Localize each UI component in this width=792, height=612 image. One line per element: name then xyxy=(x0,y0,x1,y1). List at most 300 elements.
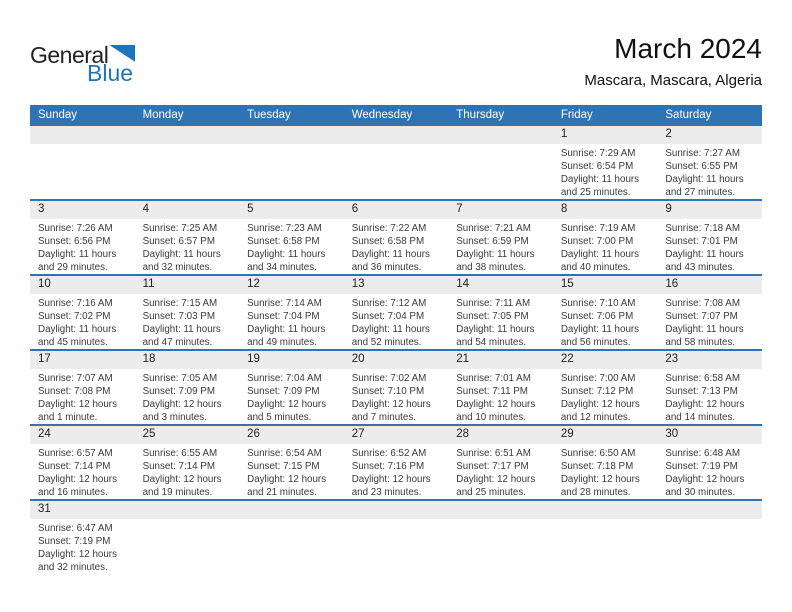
detail-line: Daylight: 12 hours xyxy=(351,474,431,485)
empty-cell xyxy=(239,500,344,574)
detail-line: Sunrise: 7:07 AM xyxy=(38,373,113,384)
detail-line: Sunrise: 7:19 AM xyxy=(560,223,636,234)
detail-line: Sunrise: 7:10 AM xyxy=(560,298,636,309)
day-details xyxy=(239,219,344,274)
detail-line: and 56 minutes. xyxy=(560,337,631,348)
detail-line: Daylight: 11 hours xyxy=(38,249,117,260)
day-details xyxy=(239,369,344,424)
day-number: 5 xyxy=(247,203,254,215)
detail-line: and 49 minutes. xyxy=(247,337,317,348)
day-details xyxy=(448,369,553,424)
detail-line: Sunset: 7:15 PM xyxy=(247,461,320,472)
detail-line: Sunset: 7:14 PM xyxy=(38,461,111,472)
detail-line: Daylight: 11 hours xyxy=(456,324,535,335)
detail-line: Sunrise: 6:54 AM xyxy=(247,448,322,459)
day-details xyxy=(135,219,240,274)
day-details xyxy=(448,219,553,274)
day-cell-22 xyxy=(553,350,658,425)
day-number: 3 xyxy=(38,203,45,215)
day-header-thursday: Thursday xyxy=(448,105,553,126)
day-number-band xyxy=(553,501,658,519)
detail-line: and 14 minutes. xyxy=(665,412,736,423)
detail-line: Sunrise: 7:27 AM xyxy=(665,148,740,159)
day-number: 26 xyxy=(247,428,260,440)
detail-line: and 40 minutes. xyxy=(560,262,631,273)
detail-line: and 36 minutes. xyxy=(351,262,422,273)
day-number-band xyxy=(344,276,449,294)
day-number-band xyxy=(239,426,344,444)
empty-cell xyxy=(239,126,344,200)
day-number-band xyxy=(553,426,658,444)
day-details xyxy=(239,444,344,499)
day-details xyxy=(344,519,449,522)
day-number-band xyxy=(657,276,762,294)
empty-cell xyxy=(657,500,762,574)
day-number-band xyxy=(30,426,135,444)
day-details xyxy=(657,444,762,499)
detail-line: and 38 minutes. xyxy=(456,262,526,273)
day-number: 1 xyxy=(560,128,568,140)
day-number-band xyxy=(553,351,658,369)
detail-line: and 34 minutes. xyxy=(247,262,317,273)
detail-line: Sunrise: 7:26 AM xyxy=(38,223,113,234)
day-number-band xyxy=(657,126,762,144)
day-details xyxy=(448,294,553,349)
detail-line: Sunset: 7:05 PM xyxy=(456,311,529,322)
day-number: 29 xyxy=(560,428,574,440)
detail-line: Sunset: 7:18 PM xyxy=(560,461,634,472)
detail-line: Daylight: 12 hours xyxy=(38,399,117,410)
week-row-3 xyxy=(30,275,762,350)
day-cell-26 xyxy=(239,425,344,500)
detail-line: Sunrise: 7:12 AM xyxy=(351,298,427,309)
day-details xyxy=(448,519,553,522)
day-header-monday: Monday xyxy=(135,105,240,126)
detail-line: Daylight: 11 hours xyxy=(560,324,640,335)
day-number-band xyxy=(657,201,762,219)
detail-line: Sunset: 7:10 PM xyxy=(351,386,425,397)
day-details xyxy=(30,369,135,424)
detail-line: Sunset: 7:07 PM xyxy=(665,311,738,322)
day-cell-25 xyxy=(135,425,240,500)
detail-line: and 29 minutes. xyxy=(38,262,108,273)
detail-line: Sunset: 6:54 PM xyxy=(560,161,634,172)
detail-line: Sunset: 7:02 PM xyxy=(38,311,111,322)
day-number: 22 xyxy=(560,353,574,365)
day-header-wednesday: Wednesday xyxy=(344,105,449,126)
detail-line: and 45 minutes. xyxy=(38,337,108,348)
day-number-band xyxy=(239,201,344,219)
day-cell-13 xyxy=(344,275,449,350)
day-header-tuesday: Tuesday xyxy=(239,105,344,126)
detail-line: Sunrise: 6:50 AM xyxy=(560,448,636,459)
week-row-1 xyxy=(30,126,762,200)
day-details xyxy=(553,444,658,499)
detail-line: and 25 minutes. xyxy=(560,187,631,198)
detail-line: Sunrise: 7:18 AM xyxy=(665,223,740,234)
day-number-band xyxy=(553,201,658,219)
day-details xyxy=(344,444,449,499)
day-details xyxy=(448,144,553,147)
day-header-friday: Friday xyxy=(553,105,658,126)
day-names-row xyxy=(30,105,762,126)
detail-line: and 10 minutes. xyxy=(456,412,526,423)
detail-line: Daylight: 11 hours xyxy=(247,324,326,335)
detail-line: Sunset: 7:14 PM xyxy=(142,461,215,472)
detail-line: Daylight: 11 hours xyxy=(560,249,640,260)
detail-line: Sunrise: 6:57 AM xyxy=(38,448,113,459)
detail-line: Daylight: 12 hours xyxy=(456,474,536,485)
day-cell-6 xyxy=(344,200,449,275)
detail-line: Daylight: 11 hours xyxy=(665,324,744,335)
detail-line: and 47 minutes. xyxy=(142,337,213,348)
detail-line: Sunset: 6:59 PM xyxy=(456,236,529,247)
day-details xyxy=(30,519,135,574)
detail-line: Daylight: 11 hours xyxy=(665,174,744,185)
day-details xyxy=(344,219,449,274)
detail-line: Daylight: 11 hours xyxy=(38,324,117,335)
detail-line: Sunset: 6:55 PM xyxy=(665,161,738,172)
day-number-band xyxy=(553,276,658,294)
detail-line: and 28 minutes. xyxy=(560,487,631,498)
day-number: 20 xyxy=(351,353,365,365)
empty-cell xyxy=(344,126,449,200)
day-cell-27 xyxy=(344,425,449,500)
detail-line: and 21 minutes. xyxy=(247,487,317,498)
day-number-band xyxy=(344,501,449,519)
detail-line: Sunset: 7:16 PM xyxy=(351,461,425,472)
day-cell-24 xyxy=(30,425,135,500)
detail-line: and 23 minutes. xyxy=(351,487,422,498)
calendar-head xyxy=(30,105,762,126)
day-number-band xyxy=(135,426,240,444)
detail-line: Daylight: 11 hours xyxy=(560,174,640,185)
detail-line: Sunset: 6:56 PM xyxy=(38,236,111,247)
detail-line: Sunset: 7:17 PM xyxy=(456,461,529,472)
detail-line: Daylight: 11 hours xyxy=(351,324,430,335)
day-details xyxy=(553,519,658,522)
detail-line: Daylight: 12 hours xyxy=(38,474,117,485)
day-number-band xyxy=(448,126,553,144)
detail-line: Sunset: 7:00 PM xyxy=(560,236,634,247)
detail-line: Daylight: 12 hours xyxy=(247,399,327,410)
day-number-band xyxy=(30,276,135,294)
day-cell-4 xyxy=(135,200,240,275)
day-details xyxy=(135,444,240,499)
day-number: 11 xyxy=(142,278,155,290)
detail-line: Sunset: 6:58 PM xyxy=(247,236,320,247)
day-number-band xyxy=(448,351,553,369)
empty-cell xyxy=(135,500,240,574)
detail-line: Sunrise: 7:04 AM xyxy=(247,373,322,384)
day-details xyxy=(135,294,240,349)
day-cell-20 xyxy=(344,350,449,425)
detail-line: Sunset: 6:58 PM xyxy=(351,236,425,247)
day-details xyxy=(657,519,762,522)
detail-line: Sunrise: 6:52 AM xyxy=(351,448,427,459)
day-cell-21 xyxy=(448,350,553,425)
calendar-table xyxy=(30,105,762,574)
detail-line: and 52 minutes. xyxy=(351,337,422,348)
detail-line: Daylight: 12 hours xyxy=(351,399,431,410)
day-cell-31 xyxy=(30,500,135,574)
day-details xyxy=(553,219,658,274)
day-number: 10 xyxy=(38,278,51,290)
day-details xyxy=(135,144,240,147)
day-number-band xyxy=(239,351,344,369)
detail-line: and 7 minutes. xyxy=(351,412,416,423)
day-details xyxy=(135,519,240,522)
empty-cell xyxy=(553,500,658,574)
day-number-band xyxy=(30,351,135,369)
detail-line: Sunrise: 7:02 AM xyxy=(351,373,427,384)
day-number: 24 xyxy=(38,428,51,440)
day-number: 2 xyxy=(665,128,672,140)
day-number: 30 xyxy=(665,428,679,440)
day-details xyxy=(448,444,553,499)
day-number-band xyxy=(135,276,240,294)
detail-line: Sunset: 7:19 PM xyxy=(665,461,738,472)
day-details xyxy=(553,294,658,349)
detail-line: Sunset: 7:19 PM xyxy=(38,536,111,547)
day-details xyxy=(657,219,762,274)
detail-line: Daylight: 11 hours xyxy=(665,249,744,260)
detail-line: Sunset: 7:11 PM xyxy=(456,386,528,397)
day-cell-10 xyxy=(30,275,135,350)
day-number: 23 xyxy=(665,353,679,365)
day-number: 28 xyxy=(456,428,470,440)
logo-text-general: General xyxy=(30,42,109,68)
detail-line: Sunrise: 6:51 AM xyxy=(456,448,531,459)
day-number: 14 xyxy=(456,278,470,290)
day-number: 21 xyxy=(456,353,470,365)
day-details xyxy=(344,294,449,349)
day-details xyxy=(344,369,449,424)
day-cell-9 xyxy=(657,200,762,275)
calendar-body xyxy=(30,126,762,574)
day-number: 16 xyxy=(665,278,679,290)
day-number-band xyxy=(135,201,240,219)
day-cell-14 xyxy=(448,275,553,350)
detail-line: Sunset: 7:03 PM xyxy=(142,311,215,322)
day-details xyxy=(30,444,135,499)
detail-line: Sunrise: 7:00 AM xyxy=(560,373,636,384)
detail-line: and 58 minutes. xyxy=(665,337,736,348)
detail-line: Daylight: 12 hours xyxy=(560,474,640,485)
detail-line: Sunrise: 7:08 AM xyxy=(665,298,740,309)
detail-line: and 30 minutes. xyxy=(665,487,736,498)
day-cell-12 xyxy=(239,275,344,350)
day-number-band xyxy=(344,426,449,444)
day-number: 12 xyxy=(247,278,260,290)
detail-line: Sunrise: 6:55 AM xyxy=(142,448,218,459)
day-number-band xyxy=(553,126,658,144)
week-row-6 xyxy=(30,500,762,574)
day-cell-19 xyxy=(239,350,344,425)
detail-line: and 32 minutes. xyxy=(142,262,213,273)
week-row-5 xyxy=(30,425,762,500)
detail-line: and 1 minute. xyxy=(38,412,98,423)
day-details xyxy=(30,294,135,349)
day-details xyxy=(657,144,762,199)
detail-line: and 5 minutes. xyxy=(247,412,312,423)
day-number: 27 xyxy=(351,428,365,440)
detail-line: Sunrise: 6:48 AM xyxy=(665,448,740,459)
detail-line: Sunset: 7:06 PM xyxy=(560,311,634,322)
day-details xyxy=(239,144,344,147)
day-number: 9 xyxy=(665,203,672,215)
detail-line: and 27 minutes. xyxy=(665,187,736,198)
day-number-band xyxy=(657,501,762,519)
detail-line: Sunset: 7:09 PM xyxy=(142,386,215,397)
day-number: 15 xyxy=(560,278,574,290)
detail-line: Sunrise: 7:21 AM xyxy=(456,223,531,234)
day-details xyxy=(239,294,344,349)
detail-line: Daylight: 11 hours xyxy=(456,249,535,260)
detail-line: Daylight: 12 hours xyxy=(142,399,222,410)
day-number-band xyxy=(30,201,135,219)
detail-line: Sunrise: 7:14 AM xyxy=(247,298,322,309)
day-cell-8 xyxy=(553,200,658,275)
day-cell-2 xyxy=(657,126,762,200)
empty-cell xyxy=(448,126,553,200)
detail-line: Sunrise: 7:23 AM xyxy=(247,223,322,234)
empty-cell xyxy=(30,126,135,200)
detail-line: Sunrise: 7:16 AM xyxy=(38,298,113,309)
day-number-band xyxy=(448,501,553,519)
day-cell-5 xyxy=(239,200,344,275)
detail-line: Daylight: 12 hours xyxy=(665,474,745,485)
day-number: 19 xyxy=(247,353,260,365)
detail-line: Sunset: 7:08 PM xyxy=(38,386,111,397)
detail-line: Sunset: 7:09 PM xyxy=(247,386,320,397)
month-title: March 2024 xyxy=(614,33,762,64)
day-details xyxy=(135,369,240,424)
day-cell-17 xyxy=(30,350,135,425)
detail-line: and 25 minutes. xyxy=(456,487,526,498)
day-number: 7 xyxy=(456,203,463,215)
day-cell-29 xyxy=(553,425,658,500)
day-number-band xyxy=(657,426,762,444)
day-number-band xyxy=(448,201,553,219)
detail-line: Daylight: 11 hours xyxy=(142,324,221,335)
day-header-saturday: Saturday xyxy=(657,105,762,126)
day-number: 17 xyxy=(38,353,51,365)
detail-line: and 19 minutes. xyxy=(142,487,213,498)
day-number-band xyxy=(448,426,553,444)
detail-line: Daylight: 12 hours xyxy=(560,399,640,410)
day-number-band xyxy=(448,276,553,294)
day-cell-3 xyxy=(30,200,135,275)
detail-line: and 16 minutes. xyxy=(38,487,108,498)
day-number-band xyxy=(657,351,762,369)
day-number: 13 xyxy=(351,278,365,290)
detail-line: Sunset: 7:13 PM xyxy=(665,386,738,397)
day-number-band xyxy=(135,351,240,369)
day-number-band xyxy=(239,501,344,519)
detail-line: Sunset: 7:04 PM xyxy=(247,311,320,322)
detail-line: Sunrise: 7:01 AM xyxy=(456,373,531,384)
day-header-sunday: Sunday xyxy=(30,105,135,126)
day-details xyxy=(657,294,762,349)
day-number: 6 xyxy=(351,203,359,215)
day-details xyxy=(30,219,135,274)
day-number-band xyxy=(239,276,344,294)
day-cell-28 xyxy=(448,425,553,500)
detail-line: Sunrise: 7:15 AM xyxy=(142,298,218,309)
detail-line: Sunrise: 7:29 AM xyxy=(560,148,636,159)
detail-line: Sunrise: 6:58 AM xyxy=(665,373,740,384)
detail-line: Sunrise: 7:11 AM xyxy=(456,298,531,309)
detail-line: Daylight: 12 hours xyxy=(665,399,745,410)
detail-line: Sunrise: 7:25 AM xyxy=(142,223,218,234)
day-cell-30 xyxy=(657,425,762,500)
day-cell-23 xyxy=(657,350,762,425)
detail-line: Sunrise: 7:22 AM xyxy=(351,223,427,234)
day-cell-1 xyxy=(553,126,658,200)
day-number-band xyxy=(239,126,344,144)
day-details xyxy=(553,144,658,199)
detail-line: Daylight: 12 hours xyxy=(142,474,222,485)
empty-cell xyxy=(448,500,553,574)
day-details xyxy=(344,144,449,147)
day-details xyxy=(30,144,135,147)
day-number: 18 xyxy=(142,353,156,365)
detail-line: Daylight: 11 hours xyxy=(351,249,430,260)
detail-line: Sunset: 7:04 PM xyxy=(351,311,425,322)
detail-line: Sunrise: 7:05 AM xyxy=(142,373,218,384)
day-number-band xyxy=(135,126,240,144)
day-cell-7 xyxy=(448,200,553,275)
day-number: 8 xyxy=(560,203,568,215)
day-number-band xyxy=(30,126,135,144)
day-details xyxy=(657,369,762,424)
empty-cell xyxy=(135,126,240,200)
detail-line: Sunset: 7:12 PM xyxy=(560,386,634,397)
detail-line: and 32 minutes. xyxy=(38,562,108,573)
day-number: 25 xyxy=(142,428,156,440)
detail-line: and 54 minutes. xyxy=(456,337,526,348)
logo-text-blue: Blue xyxy=(87,60,134,86)
detail-line: Sunrise: 6:47 AM xyxy=(38,523,113,534)
detail-line: Daylight: 12 hours xyxy=(38,549,117,560)
day-number: 31 xyxy=(38,503,51,515)
detail-line: and 43 minutes. xyxy=(665,262,736,273)
week-row-2 xyxy=(30,200,762,275)
detail-line: Daylight: 12 hours xyxy=(456,399,536,410)
detail-line: and 3 minutes. xyxy=(142,412,207,423)
day-details xyxy=(239,519,344,522)
detail-line: Daylight: 12 hours xyxy=(247,474,327,485)
detail-line: Sunset: 7:01 PM xyxy=(665,236,738,247)
day-cell-11 xyxy=(135,275,240,350)
detail-line: Daylight: 11 hours xyxy=(142,249,221,260)
day-number-band xyxy=(30,501,135,519)
detail-line: Sunset: 6:57 PM xyxy=(142,236,215,247)
day-cell-15 xyxy=(553,275,658,350)
day-number-band xyxy=(344,351,449,369)
day-number: 4 xyxy=(142,203,149,215)
day-number-band xyxy=(344,201,449,219)
detail-line: and 12 minutes. xyxy=(560,412,631,423)
general-blue-logo xyxy=(30,44,150,85)
day-number-band xyxy=(344,126,449,144)
day-cell-16 xyxy=(657,275,762,350)
location-subtitle: Mascara, Mascara, Algeria xyxy=(584,71,762,89)
day-number-band xyxy=(135,501,240,519)
header-titles xyxy=(584,34,762,89)
day-details xyxy=(553,369,658,424)
